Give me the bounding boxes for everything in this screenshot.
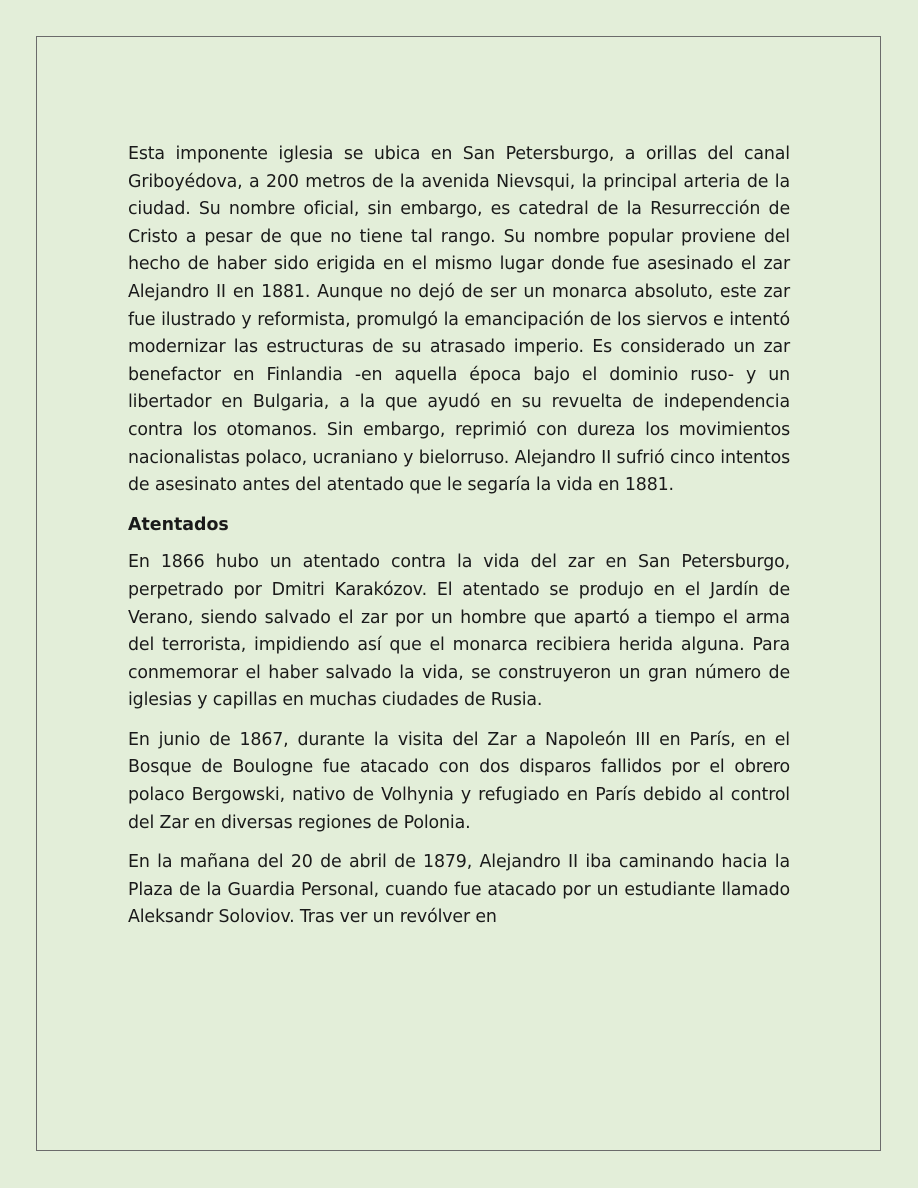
document-body (128, 141, 790, 944)
section-heading: Atentados (128, 514, 229, 535)
paragraph-1866: En 1866 hubo un atentado contra la vida del zar en San Petersburgo, perpetrado por Dmitri Karakózov. El atentado se produjo en el Jardín de Verano, siendo salvado el zar por un hombre que apartó a tiempo el arma del terrorista, impidiendo así que el monarca recibiera herida alguna. Para conmemorar el haber salvado la vida, se construyeron un gran número de iglesias y capillas en muchas ciudades de Rusia. (128, 552, 790, 711)
paragraph-intro: Esta imponente iglesia se ubica en San Petersburgo, a orillas del canal Griboyédova, a 200 metros de la avenida Nievsqui, la principal arteria de la ciudad. Su nombre oficial, sin embargo, es catedral de la Resurrección de Cristo a pesar de que no tiene tal rango. Su nombre popular proviene del hecho de haber sido erigida en el mismo lugar donde fue asesinado el zar Alejandro II en 1881. Aunque no dejó de ser un monarca absoluto, este zar fue ilustrado y reformista, promulgó la emancipación de los siervos e intentó modernizar las estructuras de su atrasado imperio. Es considerado un zar benefactor en Finlandia -en aquella época bajo el dominio ruso- y un libertador en Bulgaria, a la que ayudó en su revuelta de independencia contra los otomanos. Sin embargo, reprimió con dureza los movimientos nacionalistas polaco, ucraniano y bielorruso. Alejandro II sufrió cinco intentos de asesinato antes del atentado que le segaría la vida en 1881. (128, 144, 790, 496)
paragraph-1879: En la mañana del 20 de abril de 1879, Alejandro II iba caminando hacia la Plaza de la Guardia Personal, cuando fue atacado por un estudiante llamado Aleksandr Soloviov. Tras ver un revólver en (128, 852, 790, 928)
paragraph-1867: En junio de 1867, durante la visita del Zar a Napoleón III en París, en el Bosque de Boulogne fue atacado con dos disparos fallidos por el obrero polaco Bergowski, nativo de Volhynia y refugiado en París debido al control del Zar en diversas regiones de Polonia. (128, 729, 790, 833)
